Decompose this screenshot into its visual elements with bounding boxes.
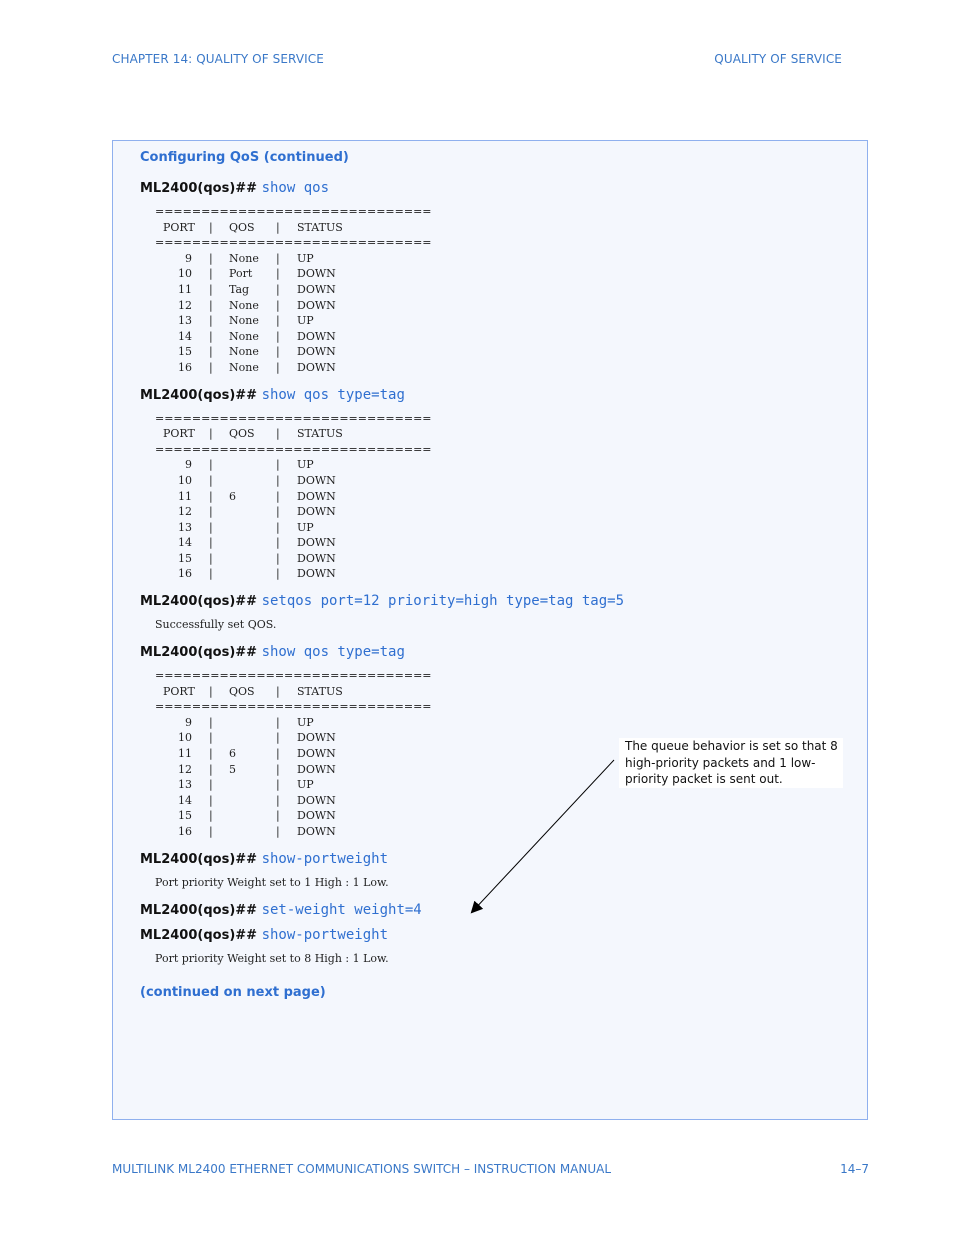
column-header-status: STATUS [297,427,343,441]
column-divider: | [209,458,213,472]
cell-qos: 5 [229,762,236,776]
cell-qos: None [229,345,259,359]
column-header-qos: QOS [229,427,255,441]
cell-port: 9 [185,715,192,729]
table-separator: ============================== [155,205,432,218]
column-divider: | [276,489,280,503]
cell-qos: None [229,329,259,343]
column-divider: | [209,220,213,234]
column-divider: | [209,329,213,343]
column-divider: | [276,329,280,343]
cell-status: DOWN [297,360,336,374]
column-divider: | [209,251,213,265]
column-divider: | [209,747,213,761]
cell-port: 12 [178,762,192,776]
column-divider: | [276,793,280,807]
column-divider: | [276,267,280,281]
column-divider: | [209,427,213,441]
column-divider: | [276,520,280,534]
cell-status: DOWN [297,731,336,745]
column-divider: | [276,762,280,776]
cell-status: DOWN [297,473,336,487]
command-prompt: ML2400(qos)## [140,594,258,610]
cell-status: DOWN [297,762,336,776]
column-divider: | [209,762,213,776]
table-separator: ============================== [155,411,432,425]
column-divider: | [209,314,213,328]
command-prompt: ML2400(qos)## [140,645,258,661]
cell-port: 9 [185,251,192,265]
cell-port: 10 [178,731,192,745]
cell-port: 16 [178,360,192,374]
example-title: Configuring QoS (continued) [140,150,349,165]
column-divider: | [276,551,280,565]
cell-qos: 6 [229,747,236,761]
command-prompt: ML2400(qos)## [140,927,258,943]
cell-port: 15 [178,551,192,565]
column-divider: | [209,345,213,359]
column-divider: | [276,458,280,472]
cell-status: DOWN [297,747,336,761]
cell-port: 14 [178,536,192,550]
column-header-port: PORT [163,220,195,234]
column-divider: | [209,778,213,792]
cell-qos: Port [229,267,253,281]
column-divider: | [276,567,280,581]
column-divider: | [209,267,213,281]
cell-port: 12 [178,505,192,519]
cell-port: 16 [178,825,192,838]
cell-status: DOWN [297,551,336,565]
table-separator: ============================== [155,442,432,456]
command-text: show qos [261,180,330,196]
command-text: show qos type=tag [261,644,405,661]
running-header-chapter: CHAPTER 14: QUALITY OF SERVICE [112,52,324,66]
column-divider: | [276,809,280,823]
command-text: show-portweight [261,926,389,943]
cell-port: 13 [178,778,192,792]
column-divider: | [209,473,213,487]
cell-port: 16 [178,567,192,581]
cell-port: 9 [185,458,192,472]
column-divider: | [276,536,280,550]
column-divider: | [276,220,280,234]
column-divider: | [209,505,213,519]
cell-status: UP [297,314,314,328]
column-divider: | [276,345,280,359]
column-divider: | [209,551,213,565]
cell-port: 10 [178,473,192,487]
cell-port: 11 [178,489,192,503]
column-divider: | [209,298,213,312]
cell-status: DOWN [297,345,336,359]
column-divider: | [276,427,280,441]
command-text: show qos type=tag [261,386,405,403]
cell-qos: None [229,314,259,328]
cell-status: DOWN [297,825,336,838]
command-prompt: ML2400(qos)## [140,387,258,403]
cell-port: 14 [178,793,192,807]
column-divider: | [209,684,213,698]
cell-port: 13 [178,314,192,328]
column-divider: | [209,536,213,550]
table-separator: ============================== [155,236,432,250]
column-divider: | [209,731,213,745]
column-header-port: PORT [163,427,195,441]
column-header-port: PORT [163,684,195,698]
column-divider: | [276,298,280,312]
cell-status: DOWN [297,329,336,343]
column-divider: | [276,684,280,698]
cell-qos: Tag [229,282,250,296]
page-number: 14–7 [840,1162,869,1176]
command-output: Successfully set QOS. [155,618,277,632]
cell-port: 12 [178,298,192,312]
cell-qos: None [229,360,259,374]
column-divider: | [276,505,280,519]
cell-port: 11 [178,747,192,761]
arrow-line [472,760,614,912]
cell-status: UP [297,715,314,729]
column-divider: | [276,473,280,487]
cell-status: UP [297,778,314,792]
cell-port: 15 [178,809,192,823]
command-text: set-weight weight=4 [261,901,422,918]
continued-note: (continued on next page) [140,984,326,1000]
cell-status: DOWN [297,267,336,281]
column-header-qos: QOS [229,684,255,698]
column-divider: | [276,731,280,745]
cell-status: DOWN [297,536,336,550]
command-prompt: ML2400(qos)## [140,851,258,867]
column-divider: | [276,314,280,328]
column-header-status: STATUS [297,220,343,234]
column-divider: | [209,360,213,374]
command-text: show-portweight [261,850,389,867]
table-separator: ============================== [155,700,432,714]
cell-status: DOWN [297,489,336,503]
cell-status: DOWN [297,298,336,312]
column-divider: | [276,282,280,296]
column-divider: | [209,567,213,581]
table-separator: ============================== [155,669,432,683]
cell-port: 13 [178,520,192,534]
running-header-section: QUALITY OF SERVICE [714,52,842,66]
cell-port: 10 [178,267,192,281]
column-divider: | [276,715,280,729]
cell-status: DOWN [297,793,336,807]
column-divider: | [276,825,280,838]
column-divider: | [209,793,213,807]
cell-status: DOWN [297,809,336,823]
cell-qos: 6 [229,489,236,503]
cell-status: UP [297,458,314,472]
column-divider: | [276,360,280,374]
cell-status: UP [297,520,314,534]
cell-status: DOWN [297,567,336,581]
cell-port: 14 [178,329,192,343]
callout-note: The queue behavior is set so that 8 high-priority packets and 1 low-priority packet is sent out. [619,738,843,788]
column-divider: | [209,489,213,503]
cell-status: UP [297,251,314,265]
command-output: Port priority Weight set to 1 High : 1 Low. [155,875,389,889]
cell-qos: None [229,298,259,312]
column-divider: | [276,747,280,761]
column-divider: | [209,809,213,823]
command-prompt: ML2400(qos)## [140,902,258,918]
column-header-status: STATUS [297,684,343,698]
column-divider: | [209,282,213,296]
cell-qos: None [229,251,259,265]
command-text: setqos port=12 priority=high type=tag tag=5 [261,593,625,610]
command-prompt: ML2400(qos)## [140,181,258,196]
column-header-qos: QOS [229,220,255,234]
cell-port: 11 [178,282,192,296]
cell-status: DOWN [297,282,336,296]
column-divider: | [276,251,280,265]
command-output: Port priority Weight set to 8 High : 1 Low. [155,951,389,965]
column-divider: | [209,715,213,729]
column-divider: | [209,520,213,534]
running-footer-title: MULTILINK ML2400 ETHERNET COMMUNICATIONS SWITCH – INSTRUCTION MANUAL [112,1162,612,1176]
cell-port: 15 [178,345,192,359]
column-divider: | [209,825,213,838]
cell-status: DOWN [297,505,336,519]
column-divider: | [276,778,280,792]
